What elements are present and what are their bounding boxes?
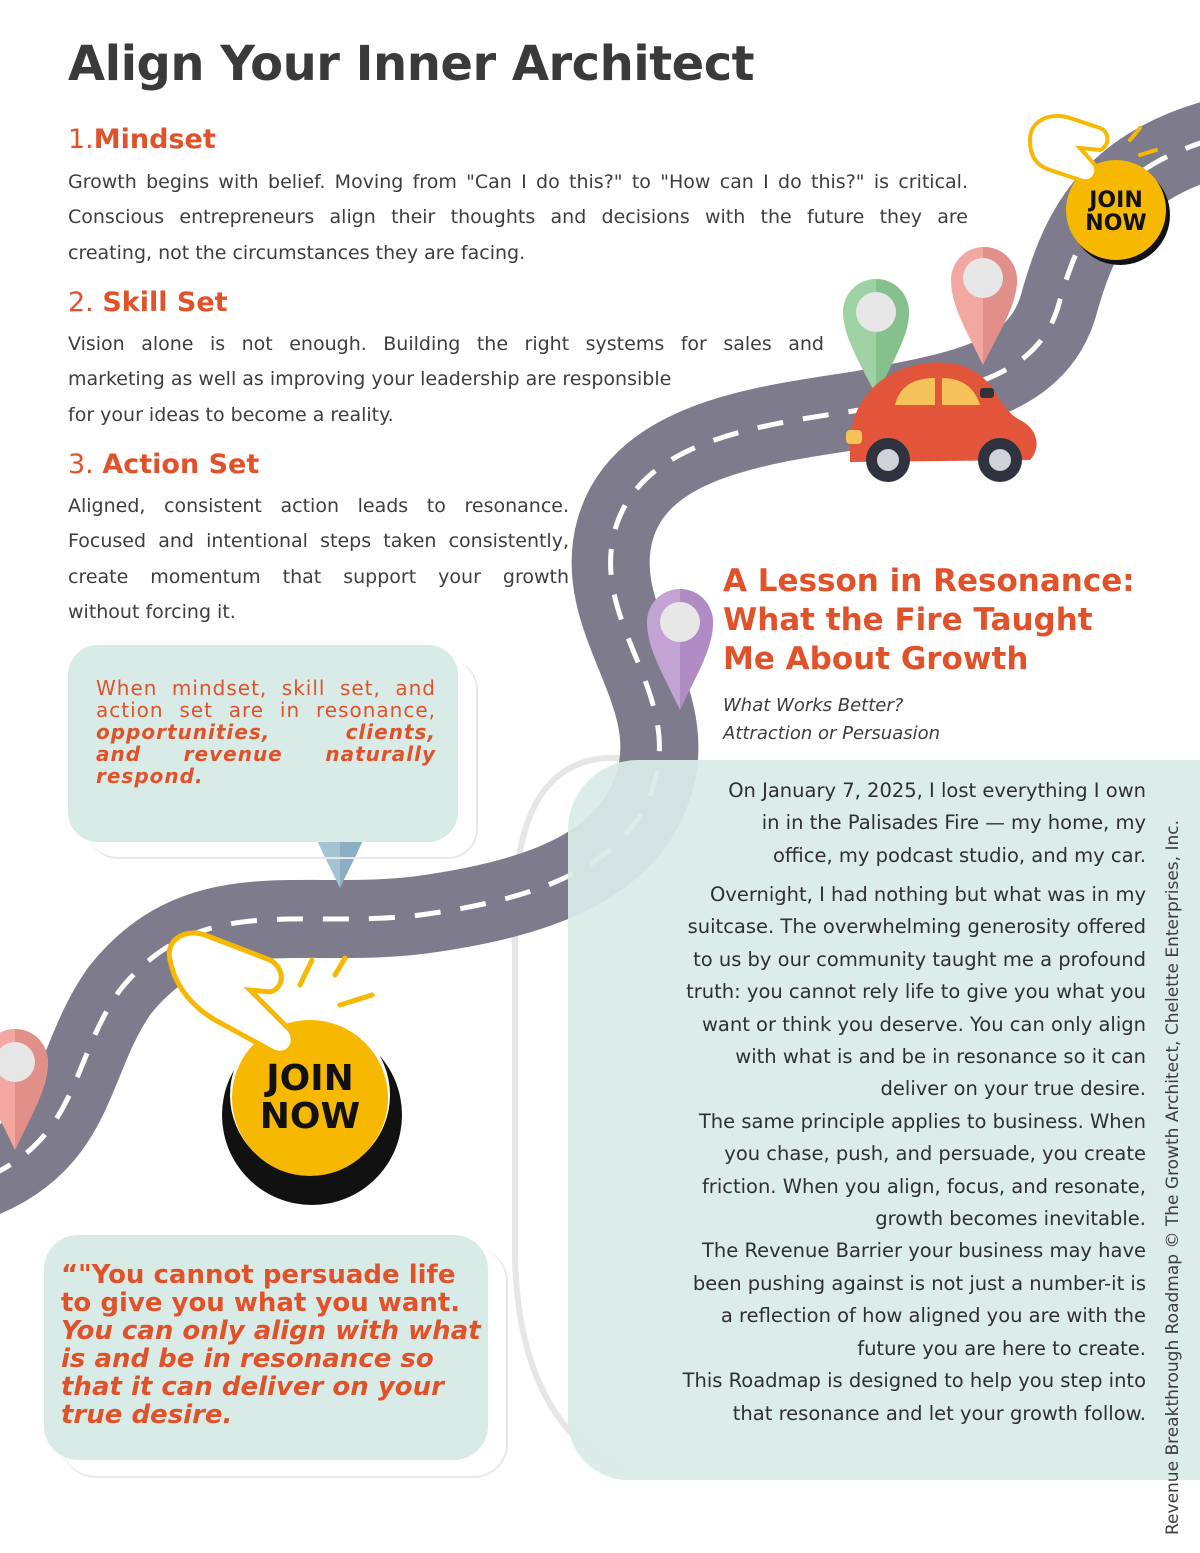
join-now-small-button[interactable]: JOIN NOW bbox=[1085, 188, 1147, 237]
vertical-footer-credit: Revenue Breakthrough Roadmap © The Growth Architect, Chelette Enterprises, Inc. bbox=[1163, 820, 1183, 1535]
resonance-line: action set are in resonance, bbox=[96, 698, 436, 722]
quote-callout-box bbox=[44, 1235, 488, 1460]
resonance-line-emphasis: opportunities, clients, bbox=[96, 720, 436, 744]
section-skillset-text: Vision alone is not enough. Building the right systems for sales and marketing as well as improving your leadership are responsible for your ideas to become a reality. bbox=[68, 333, 824, 426]
section-title: Skill Set bbox=[102, 287, 228, 318]
section-actionset-heading bbox=[68, 449, 259, 480]
section-actionset-text: Aligned, consistent action leads to resonance. Focused and intentional steps taken consistently, create momentum that support your growth without forcing it. bbox=[68, 495, 569, 623]
section-title: Action Set bbox=[102, 449, 260, 480]
quote-part-2: You can only align with what is and be in resonance so that it can deliver on your true desire. bbox=[61, 1316, 481, 1430]
join-now-big-button[interactable]: JOIN NOW bbox=[259, 1058, 361, 1137]
section-number: 3. bbox=[68, 449, 94, 480]
story-body: Overnight, I had nothing but what was in my suitcase. The overwhelming generosity offered to us by our community taught me a profound truth: you cannot rely life to give you what you want or think you deserve. You can only align with what is and be in resonance so it can deliver on your true desire. The same principle applies to business. When you chase, push, and persuade, you create friction. When you align, focus, and resonate, growth becomes inevitable. The Revenue Barrier your business may have been pushing against is not just a number-it is a reflection of how aligned you are with the future you are here to create. This Roadmap is designed to help you step into that resonance and let your growth follow. bbox=[682, 883, 1146, 1425]
story-intro: On January 7, 2025, I lost everything I own in in the Palisades Fire — my home, my office, my podcast studio, and my car. bbox=[728, 779, 1146, 867]
section-skillset-heading bbox=[68, 287, 228, 318]
resonance-callout-box bbox=[68, 645, 458, 842]
lesson-heading: A Lesson in Resonance: What the Fire Taught Me About Growth bbox=[723, 563, 1135, 677]
page-title: Align Your Inner Architect bbox=[68, 36, 755, 92]
resonance-line-emphasis: respond. bbox=[96, 764, 204, 788]
lesson-subtitle: What Works Better? Attraction or Persuasion bbox=[723, 695, 941, 744]
section-mindset-heading bbox=[68, 124, 216, 155]
section-title: Mindset bbox=[93, 124, 216, 155]
section-mindset-text: Growth begins with belief. Moving from "Can I do this?" to "How can I do this?" is critical. Conscious entrepreneurs align their thoughts and decisions with the future they are creating, not the circumstances they are facing. bbox=[68, 171, 968, 264]
resonance-line: When mindset, skill set, and bbox=[96, 676, 436, 700]
quote-text bbox=[61, 1261, 491, 1429]
quote-part-1: “"You cannot persuade life to give you what you want. bbox=[61, 1260, 461, 1318]
section-number: 2. bbox=[68, 287, 94, 318]
section-number: 1. bbox=[68, 124, 94, 155]
resonance-line-emphasis: and revenue naturally bbox=[96, 742, 436, 766]
